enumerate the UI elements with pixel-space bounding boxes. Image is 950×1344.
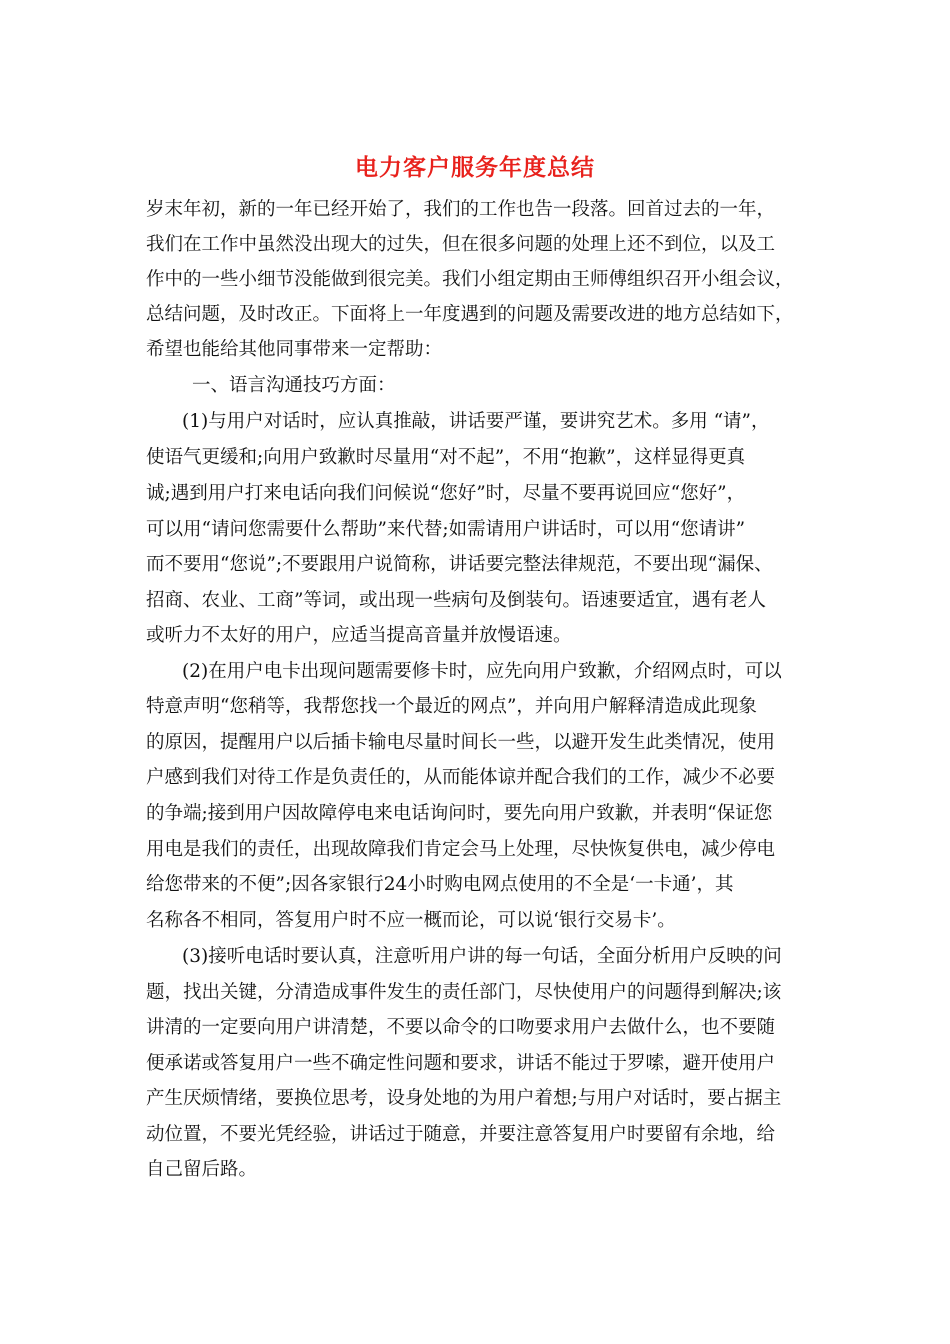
section-heading: 一、语言沟通技巧方面： (192, 375, 396, 396)
body-line: 用电是我们的责任，出现故障我们肯定会马上处理，尽快恢复供电，减少停电 (146, 839, 776, 860)
body-line: 岁末年初，新的一年已经开始了，我们的工作也告一段落。回首过去的一年， (146, 199, 776, 220)
body-line: 题，找出关键，分清造成事件发生的责任部门，尽快使用户的问题得到解决;该 (146, 982, 782, 1003)
body-line: 招商、农业、工商”等词，或出现一些病句及倒装句。语速要适宜，遇有老人 (146, 590, 766, 611)
body-line: 的争端;接到用户因故障停电来电话询问时，要先向用户致歉，并表明“保证您 (146, 803, 773, 824)
body-line: 总结问题，及时改正。下面将上一年度遇到的问题及需要改进的地方总结如下， (146, 304, 794, 325)
body-line: 可以用“请问您需要什么帮助”来代替;如需请用户讲话时，可以用“您请讲” (146, 519, 746, 540)
body-line: 产生厌烦情绪，要换位思考，设身处地的为用户着想;与用户对话时，要占据主 (146, 1088, 782, 1109)
body-line: 便承诺或答复用户一些不确定性问题和要求，讲话不能过于罗嗦，避开使用户 (146, 1053, 776, 1074)
body-line: 自己留后路。 (146, 1159, 258, 1180)
body-line: 我们在工作中虽然没出现大的过失，但在很多问题的处理上还不到位，以及工 (146, 234, 776, 255)
body-line: 讲清的一定要向用户讲清楚，不要以命令的口吻要求用户去做什么，也不要随 (146, 1017, 776, 1038)
body-line: 使语气更缓和;向用户致歉时尽量用“对不起”，不用“抱歉”，这样显得更真 (146, 447, 746, 468)
body-line: 给您带来的不便”;因各家银行24小时购电网点使用的不全是‘一卡通’，其 (146, 874, 734, 895)
body-line: 动位置，不要光凭经验，讲话过于随意，并要注意答复用户时要留有余地，给 (146, 1124, 776, 1145)
body-line: 特意声明“您稍等，我帮您找一个最近的网点”，并向用户解释清造成此现象 (146, 696, 757, 717)
body-line: (1)与用户对话时，应认真推敲，讲话要严谨，要讲究艺术。多用 “请”， (182, 411, 770, 432)
body-line: (2)在用户电卡出现问题需要修卡时，应先向用户致歉，介绍网点时，可以 (182, 661, 782, 682)
body-line: 而不要用“您说”;不要跟用户说简称，讲话要完整法律规范，不要出现“漏保、 (146, 554, 773, 575)
body-line: 希望也能给其他同事带来一定帮助： (146, 339, 443, 360)
document-title: 电力客户服务年度总结 (355, 154, 595, 181)
body-line: 名称各不相同，答复用户时不应一概而论，可以说‘银行交易卡’。 (146, 910, 676, 931)
body-line: (3)接听电话时要认真，注意听用户讲的每一句话，全面分析用户反映的问 (182, 946, 782, 967)
body-line: 或听力不太好的用户，应适当提高音量并放慢语速。 (146, 625, 572, 646)
body-line: 作中的一些小细节没能做到很完美。我们小组定期由王师傅组织召开小组会议， (146, 269, 794, 290)
body-line: 诚;遇到用户打来电话向我们问候说“您好”时，尽量不要再说回应“您好”， (146, 483, 746, 504)
body-line: 户感到我们对待工作是负责任的，从而能体谅并配合我们的工作，减少不必要 (146, 767, 776, 788)
body-line: 的原因，提醒用户以后插卡输电尽量时间长一些，以避开发生此类情况，使用 (146, 732, 776, 753)
